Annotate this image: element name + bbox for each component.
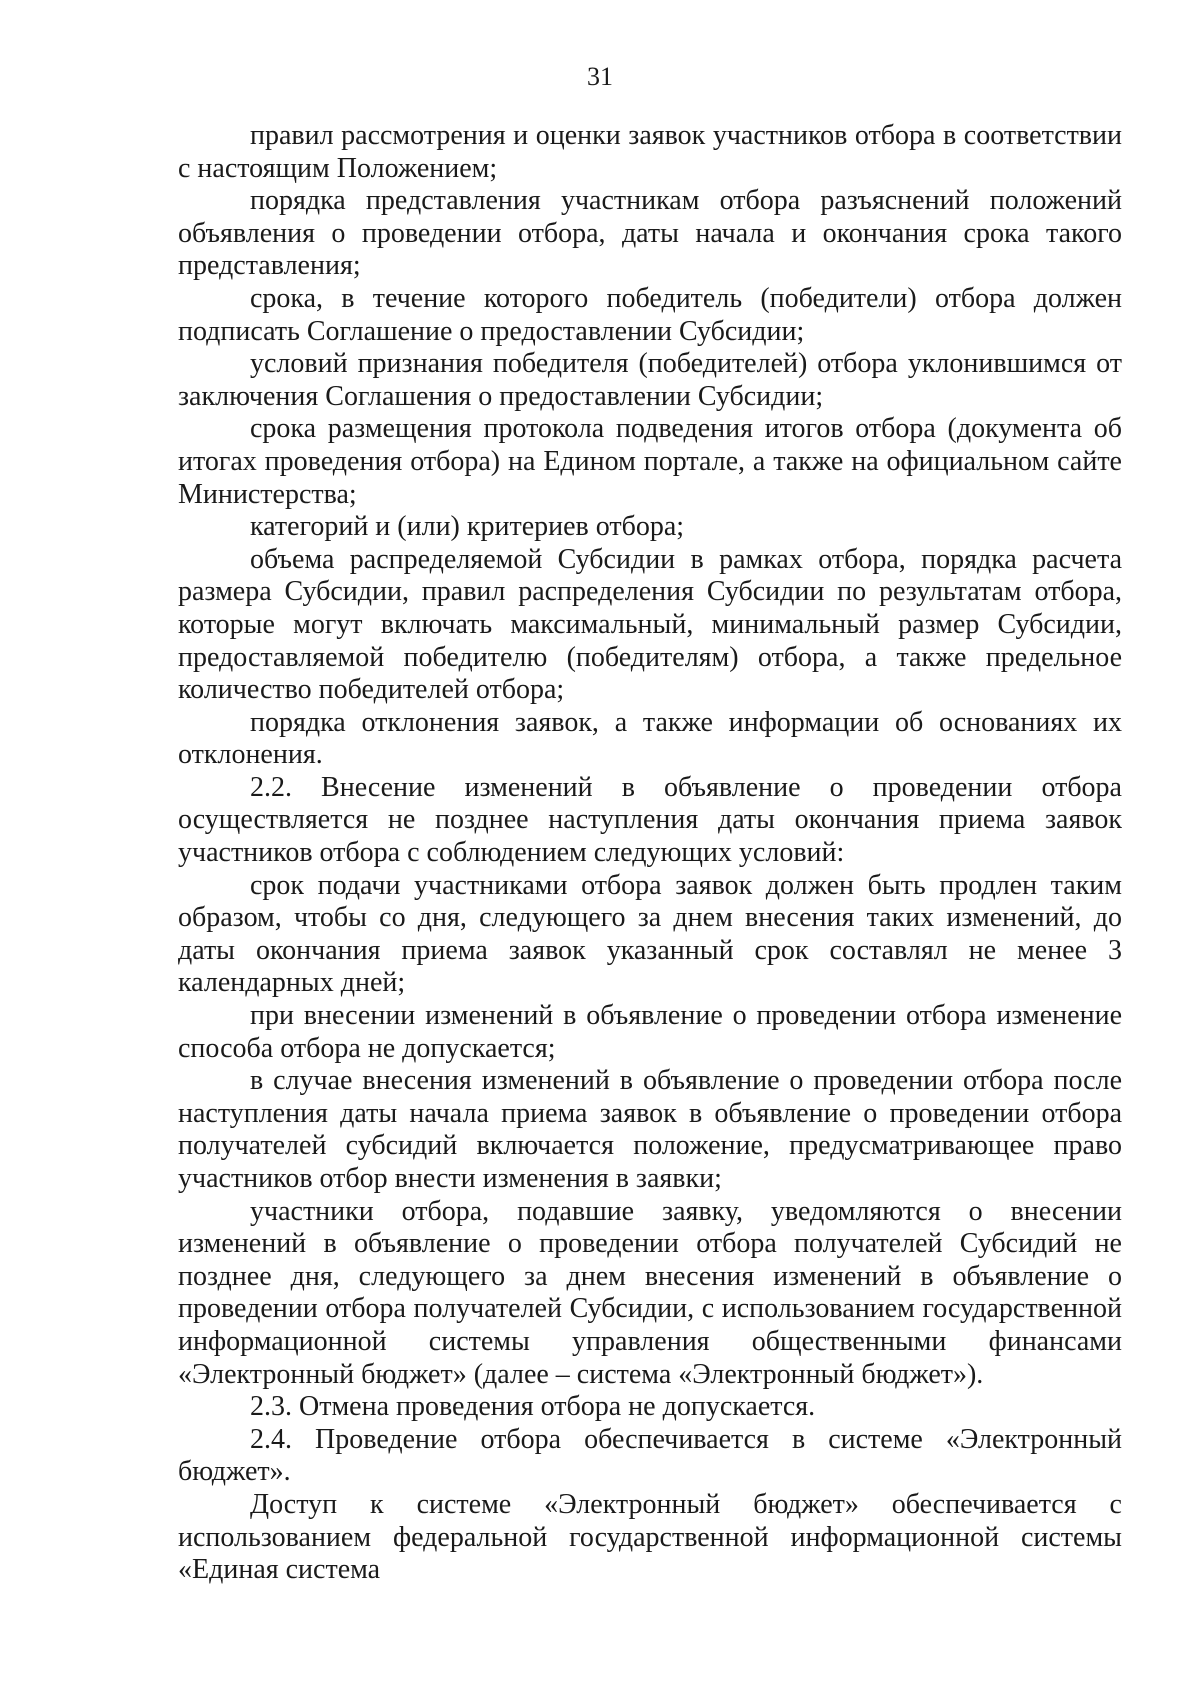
paragraph: при внесении изменений в объявление о проведении отбора изменение способа отбора не допускается; [178,1000,1122,1064]
paragraph: объема распределяемой Субсидии в рамках отбора, порядка расчета размера Субсидии, правил распределения Субсидии по результатам отбора, которые могут включать максимальный, минимальный размер Субсидии, предоставляемой победителю (победителям) отбора, а также предельное количество победителей отбора; [178,543,1122,706]
paragraph: срок подачи участниками отбора заявок должен быть продлен таким образом, чтобы со дня, следующего за днем внесения таких изменений, до даты окончания приема заявок указанный срок составлял не менее 3 календарных дней; [178,869,1122,999]
paragraph: категорий и (или) критериев отбора; [250,511,685,543]
paragraph: порядка представления участникам отбора разъяснений положений объявления о проведении отбора, даты начала и окончания срока такого представления; [178,185,1122,282]
paragraph: 2.4. Проведение отбора обеспечивается в системе «Электронный бюджет». [178,1423,1122,1488]
paragraph: условий признания победителя (победителей) отбора уклонившимся от заключения Соглашения о предоставлении Субсидии; [178,348,1122,412]
paragraph: Доступ к системе «Электронный бюджет» обеспечивается с использованием федеральной государственной информационной системы «Единая система [178,1488,1122,1586]
paragraph: участники отбора, подавшие заявку, уведомляются о внесении изменений в объявление о проведении отбора получателей Субсидий не позднее дня, следующего за днем внесения изменений в объявление о проведении отбора получателей Субсидии, с использованием государственной информационной системы управления общественными финансами «Электронный бюджет» (далее – система «Электронный бюджет»). [178,1195,1122,1390]
paragraph: порядка отклонения заявок, а также информации об основаниях их отклонения. [178,706,1122,771]
document-body [178,120,1122,1587]
paragraph: правил рассмотрения и оценки заявок участников отбора в соответствии с настоящим Положением; [178,120,1122,184]
page-number: 31 [587,62,613,91]
paragraph: 2.3. Отмена проведения отбора не допускается. [250,1391,816,1423]
paragraph: 2.2. Внесение изменений в объявление о проведении отбора осуществляется не позднее наступления даты окончания приема заявок участников отбора с соблюдением следующих условий: [178,771,1122,869]
paragraph: срока размещения протокола подведения итогов отбора (документа об итогах проведения отбора) на Едином портале, а также на официальном сайте Министерства; [178,413,1122,510]
paragraph: в случае внесения изменений в объявление о проведении отбора после наступления даты начала приема заявок в объявление о проведении отбора получателей субсидий включается положение, предусматривающее право участников отбор внести изменения в заявки; [178,1065,1122,1194]
paragraph: срока, в течение которого победитель (победители) отбора должен подписать Соглашение о предоставлении Субсидии; [178,282,1122,347]
